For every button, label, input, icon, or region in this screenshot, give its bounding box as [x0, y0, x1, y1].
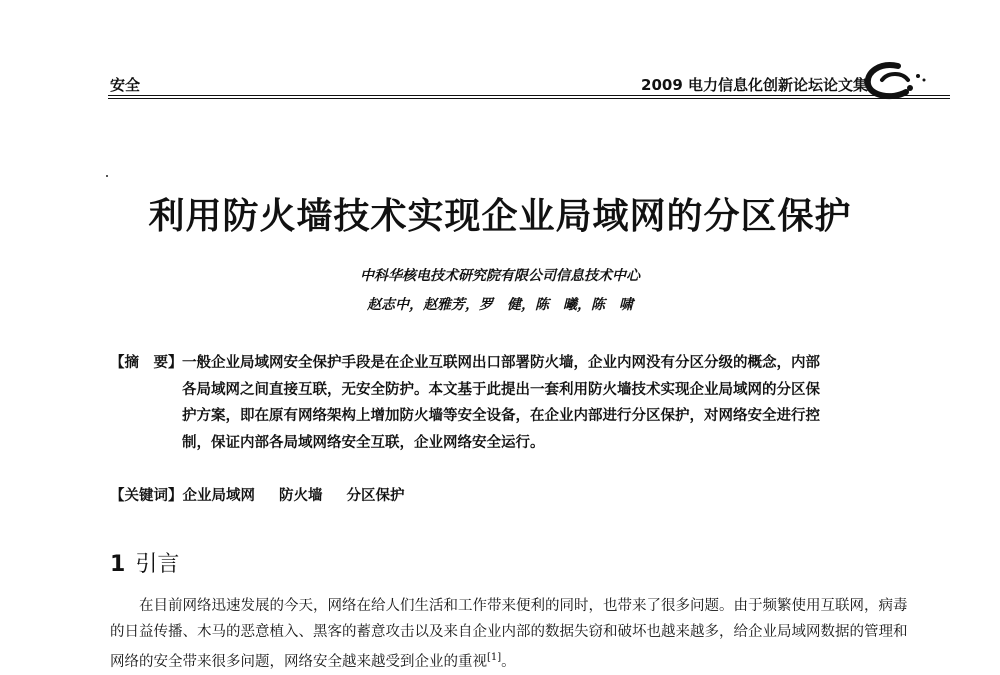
- header-journal: 2009 电力信息化创新论坛论文集: [641, 76, 868, 94]
- citation-ref: [1]: [487, 652, 502, 663]
- scan-speck: [106, 175, 108, 177]
- conference-logo-icon: [858, 58, 930, 102]
- header-section: 安全: [110, 76, 141, 94]
- keyword: 企业局域网: [182, 488, 255, 504]
- header-rule-thin: [108, 98, 950, 99]
- keyword: 防火墙: [279, 488, 323, 504]
- section-title: 引言: [135, 552, 180, 577]
- paragraph-text: 在目前网络迅速发展的今天，网络在给人们生活和工作带来便利的同时，也带来了很多问题。由于频繁使用互联网，病毒的日益传播、木马的恶意植入、黑客的蓄意攻击以及来自企业内部的数据失窃和破坏也越来越多，给企业局域网数据的管理和网络的安全带来很多问题，网络安全越来越受到企业的重视: [110, 598, 908, 670]
- section-heading: [110, 547, 179, 578]
- header-rule: [108, 95, 950, 96]
- keyword: 分区保护: [346, 488, 405, 504]
- abstract-text: 一般企业局域网安全保护手段是在企业互联网出口部署防火墙，企业内网没有分区分级的概念，内部各局域网之间直接互联，无安全防护。本文基于此提出一套利用防火墙技术实现企业局域网的分区保护方案，即在原有网络架构上增加防火墙等安全设备，在企业内部进行分区保护，对网络安全进行控制，保证内部各局域网络安全互联，企业网络安全运行。: [182, 355, 820, 451]
- keywords-label: 【关键词】: [110, 488, 183, 504]
- paragraph-end: 。: [501, 653, 516, 670]
- abstract-label: 【摘 要】: [110, 355, 183, 371]
- body-paragraph: [110, 593, 920, 675]
- section-number: 1: [110, 552, 126, 577]
- paper-title: 利用防火墙技术实现企业局域网的分区保护: [148, 196, 852, 237]
- abstract: [110, 350, 830, 456]
- affiliation: 中科华核电技术研究院有限公司信息技术中心: [360, 268, 640, 284]
- authors: 赵志中，赵雅芳，罗 健，陈 曦，陈 啸: [367, 297, 633, 313]
- keywords: [110, 484, 429, 505]
